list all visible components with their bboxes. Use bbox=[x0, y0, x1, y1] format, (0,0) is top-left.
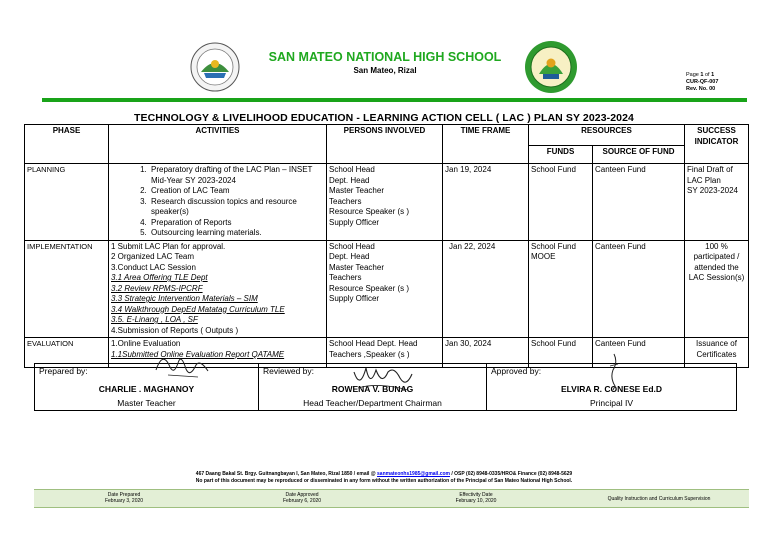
effectivity-block bbox=[426, 492, 526, 504]
reproduction-notice: No part of this document may be reproduced or disseminated in any form without the written authorization of the Principal of San Mateo National High School. bbox=[195, 478, 573, 484]
prepared-by-name: CHARLIE . MAGHANOY bbox=[35, 378, 259, 396]
date-prepared-label: Date Prepared bbox=[107, 492, 141, 498]
list-item: 5. Outsourcing learning materials. bbox=[149, 228, 324, 239]
time-frame-cell: Jan 22, 2024 bbox=[443, 240, 529, 338]
persons-cell bbox=[327, 164, 443, 241]
date-prepared-value: February 3, 2020 bbox=[104, 498, 144, 504]
doc-code: CUR-QF-007 bbox=[686, 79, 719, 85]
list-item: Master Teacher bbox=[329, 186, 384, 195]
approved-by-label: Approved by: bbox=[487, 364, 737, 379]
fund-line: MOOE bbox=[531, 252, 556, 261]
success-line: Certificates bbox=[696, 349, 737, 359]
approved-by-position: Principal IV bbox=[487, 396, 737, 411]
document-header bbox=[0, 0, 768, 104]
list-item: 3.1 Area Offering TLE Dept bbox=[111, 273, 208, 282]
revision-number: Rev. No. 00 bbox=[686, 86, 716, 92]
activities-cell bbox=[109, 240, 327, 338]
success-line: participated / bbox=[693, 252, 740, 261]
source-cell: Canteen Fund bbox=[593, 164, 685, 241]
lac-plan-table bbox=[24, 124, 749, 368]
success-line: LAC Session(s) bbox=[688, 273, 745, 282]
document-control-info bbox=[686, 72, 718, 93]
phone-text: / OSP (02) 8948-0335/HRO& Finance (02) 8948-5629 bbox=[451, 471, 573, 477]
document-control-band bbox=[34, 489, 749, 508]
success-cell bbox=[685, 240, 749, 338]
list-item: 2. Creation of LAC Team bbox=[149, 186, 324, 197]
col-funds: FUNDS bbox=[529, 146, 593, 164]
school-address: San Mateo, Rizal bbox=[353, 66, 417, 75]
approved-by-name: ELVIRA R. CONESE Ed.D bbox=[487, 378, 737, 396]
signature-icon bbox=[348, 360, 418, 400]
success-line: LAC Plan bbox=[687, 175, 721, 185]
table-row-implementation bbox=[25, 240, 749, 338]
list-item: 1 Submit LAC Plan for approval. bbox=[111, 241, 226, 251]
list-item: 3.2 Review RPMS-IPCRF bbox=[111, 283, 203, 293]
time-frame-cell: Jan 30, 2024 bbox=[443, 338, 529, 368]
list-item: Dept. Head bbox=[329, 252, 370, 261]
persons-cell bbox=[327, 240, 443, 338]
phase-cell: PLANNING bbox=[25, 164, 109, 241]
signature-icon bbox=[148, 345, 218, 385]
col-phase: PHASE bbox=[25, 125, 109, 164]
col-persons: PERSONS INVOLVED bbox=[327, 125, 443, 164]
list-item: Resource Speaker (s ) bbox=[329, 283, 410, 293]
list-item: 3.4 Walkthrough DepEd Matatag Curriculum TLE bbox=[111, 304, 285, 314]
success-cell bbox=[685, 164, 749, 241]
success-line: 100 % bbox=[705, 241, 728, 251]
list-item: Dept. Head bbox=[329, 175, 370, 185]
effectivity-value: February 10, 2020 bbox=[455, 498, 497, 504]
success-line: Issuance of bbox=[696, 339, 737, 348]
school-seal-icon bbox=[190, 42, 240, 92]
list-item: Teachers ,Speaker (s ) bbox=[329, 349, 410, 359]
office-name: Quality Instruction and Curriculum Supervision bbox=[607, 496, 711, 502]
list-item: 3.3 Strategic Intervention Materials – SIM bbox=[111, 294, 258, 303]
prepared-by-position: Master Teacher bbox=[35, 396, 259, 411]
list-item: School Head bbox=[329, 241, 375, 251]
list-item: Resource Speaker (s ) bbox=[329, 207, 410, 216]
list-item: 4.Submission of Reports ( Outputs ) bbox=[111, 325, 239, 335]
col-time-frame: TIME FRAME bbox=[443, 125, 529, 164]
time-frame-cell: Jan 19, 2024 bbox=[443, 164, 529, 241]
activities-cell bbox=[109, 164, 327, 241]
list-item: 4. Preparation of Reports bbox=[149, 218, 324, 229]
fund-line: School Fund bbox=[531, 241, 576, 251]
list-item: Supply Officer bbox=[329, 217, 380, 227]
phase-cell: IMPLEMENTATION bbox=[25, 240, 109, 338]
effectivity-label: Effectivity Date bbox=[459, 492, 493, 498]
date-approved-value: February 6, 2020 bbox=[282, 498, 322, 504]
deped-seal-icon bbox=[524, 40, 578, 94]
success-line: Final Draft of bbox=[687, 165, 733, 174]
reviewed-by-label: Reviewed by: bbox=[259, 364, 487, 379]
email-link[interactable]: sanmateonhs1985@gmail.com bbox=[377, 471, 450, 477]
address-text: 467 Daang Bakal St. Brgy. Guitnangbayan I, San Mateo, Rizal 1850 / email @ bbox=[195, 471, 378, 477]
success-line: attended the bbox=[694, 262, 739, 272]
signature-icon bbox=[604, 352, 624, 392]
header-divider bbox=[42, 98, 747, 102]
success-line: SY 2023-2024 bbox=[687, 186, 739, 195]
col-success-indicator: SUCCESS INDICATOR bbox=[685, 125, 749, 164]
page-label: Page bbox=[686, 72, 699, 78]
funds-cell bbox=[529, 240, 593, 338]
school-name: SAN MATEO NATIONAL HIGH SCHOOL bbox=[268, 50, 502, 64]
page-of: of bbox=[704, 72, 710, 78]
document-title: TECHNOLOGY & LIVELIHOOD EDUCATION - LEARNING ACTION CELL ( LAC ) PLAN SY 2023-2024 bbox=[133, 112, 634, 124]
list-item: 3.5. E-Linang , LOA , SF bbox=[111, 315, 198, 324]
table-row-planning bbox=[25, 164, 749, 241]
reviewed-by-position: Head Teacher/Department Chairman bbox=[259, 396, 487, 411]
list-item: School Head bbox=[329, 165, 375, 174]
list-item: 3.Conduct LAC Session bbox=[111, 262, 196, 272]
list-item: 1. Preparatory drafting of the LAC Plan – INSET Mid-Year SY 2023-2024 bbox=[149, 165, 324, 186]
funds-cell: School Fund bbox=[529, 338, 593, 368]
page-number: 1 bbox=[700, 72, 704, 78]
list-item: 1.Online Evaluation bbox=[111, 339, 181, 348]
col-resources: RESOURCES bbox=[529, 125, 685, 146]
date-approved-block bbox=[252, 492, 352, 504]
prepared-by-label: Prepared by: bbox=[35, 364, 259, 379]
list-item: Master Teacher bbox=[329, 262, 384, 272]
list-item: 2 Organized LAC Team bbox=[111, 252, 195, 261]
phase-cell: EVALUATION bbox=[25, 338, 109, 368]
source-cell: Canteen Fund bbox=[593, 240, 685, 338]
source-cell: Canteen Fund bbox=[593, 338, 685, 368]
list-item: 1.1Submitted Online Evaluation Report QATAME bbox=[111, 349, 285, 359]
funds-cell: School Fund bbox=[529, 164, 593, 241]
list-item: Teachers bbox=[329, 196, 362, 206]
col-activities: ACTIVITIES bbox=[109, 125, 327, 164]
list-item: Supply Officer bbox=[329, 294, 380, 303]
footer-address bbox=[0, 471, 768, 485]
list-item: 3. Research discussion topics and resource speaker(s) bbox=[149, 197, 324, 218]
date-approved-label: Date Approved bbox=[285, 492, 319, 498]
col-source-of-fund: SOURCE OF FUND bbox=[593, 146, 685, 164]
date-prepared-block bbox=[74, 492, 174, 504]
list-item: School Head Dept. Head bbox=[329, 339, 418, 348]
list-item: Teachers bbox=[329, 273, 362, 282]
reviewed-by-name: ROWENA V. BUNAG bbox=[259, 378, 487, 396]
page-total: 1 bbox=[711, 72, 715, 78]
